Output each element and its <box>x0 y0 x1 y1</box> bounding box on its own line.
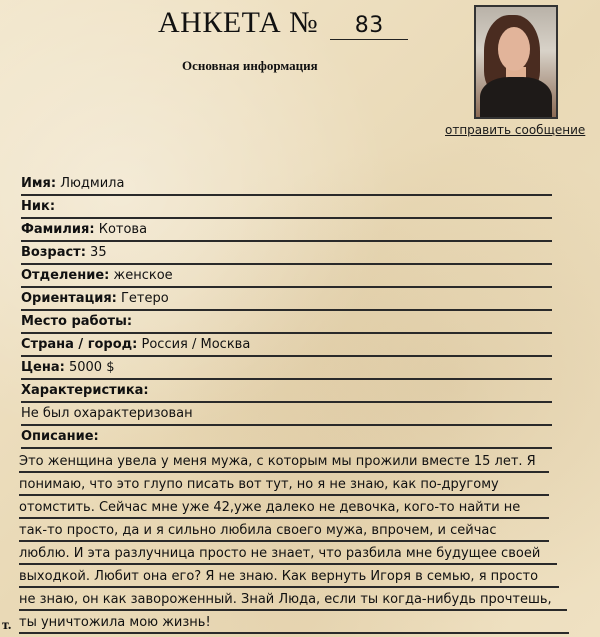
field-nick: Ник: <box>21 197 552 219</box>
title-text: АНКЕТА № <box>158 6 319 39</box>
field-price-label: Цена <box>21 360 60 375</box>
field-description-label: Описание <box>21 429 94 444</box>
description-line: Это женщина увела у меня мужа, с которым мы прожили вместе 15 лет. Я <box>19 451 549 473</box>
description-line: отомстить. Сейчас мне уже 42,уже далеко не девочка, кого-то найти не <box>19 497 549 519</box>
field-price: Цена: 5000 $ <box>21 358 552 380</box>
field-orientation-value: Гетеро <box>116 291 169 306</box>
description-line: люблю. И эта разлучница просто не знает, что разбила мне будущее своей <box>19 543 557 565</box>
page-title <box>158 6 408 40</box>
field-department-value: женское <box>109 268 173 283</box>
field-name: Имя: Людмила <box>21 174 552 196</box>
field-country-city-value: Россия / Москва <box>137 337 251 352</box>
field-orientation-label: Ориентация <box>21 291 112 306</box>
section-subtitle: Основная информация <box>182 58 318 73</box>
field-surname: Фамилия: Котова <box>21 220 552 242</box>
profile-number: 83 <box>330 13 408 40</box>
field-age: Возраст: 35 <box>21 243 552 265</box>
field-country-city-label: Страна / город <box>21 337 133 352</box>
description-line: понимаю, что это глупо писать вот тут, но я не знаю, как по-другому <box>19 474 549 496</box>
field-workplace-label: Место работы <box>21 314 127 329</box>
description-line: выходкой. Любит она его? Я не знаю. Как вернуть Игоря в семью, я просто <box>19 566 559 588</box>
field-surname-value: Котова <box>94 222 148 237</box>
field-age-value: 35 <box>85 245 107 260</box>
field-name-value: Людмила <box>56 176 125 191</box>
field-name-label: Имя <box>21 176 51 191</box>
field-age-label: Возраст <box>21 245 81 260</box>
field-orientation: Ориентация: Гетеро <box>21 289 552 311</box>
send-message-link[interactable]: отправить сообщение <box>445 123 586 137</box>
description-line: ты уничтожила мою жизнь! <box>19 612 569 634</box>
corner-mark: т. <box>2 618 12 633</box>
field-characteristic-heading: Характеристика: <box>21 381 552 403</box>
field-description-heading: Описание: <box>21 427 552 449</box>
field-price-value: 5000 $ <box>64 360 115 375</box>
field-workplace: Место работы: <box>21 312 552 334</box>
field-nick-label: Ник <box>21 199 50 214</box>
profile-photo <box>474 5 558 119</box>
field-country-city: Страна / город: Россия / Москва <box>21 335 552 357</box>
field-characteristic-label: Характеристика <box>21 383 144 398</box>
field-department-label: Отделение <box>21 268 105 283</box>
description-line: так-то просто, да и я сильно любила своего мужа, впрочем, и сейчас <box>19 520 549 542</box>
field-surname-label: Фамилия <box>21 222 90 237</box>
field-characteristic <box>21 404 552 426</box>
field-characteristic-value: Не был охарактеризован <box>21 406 193 421</box>
field-department: Отделение: женское <box>21 266 552 288</box>
description-line: не знаю, он как завороженный. Знай Люда, если ты когда-нибудь прочтешь, <box>19 589 567 611</box>
